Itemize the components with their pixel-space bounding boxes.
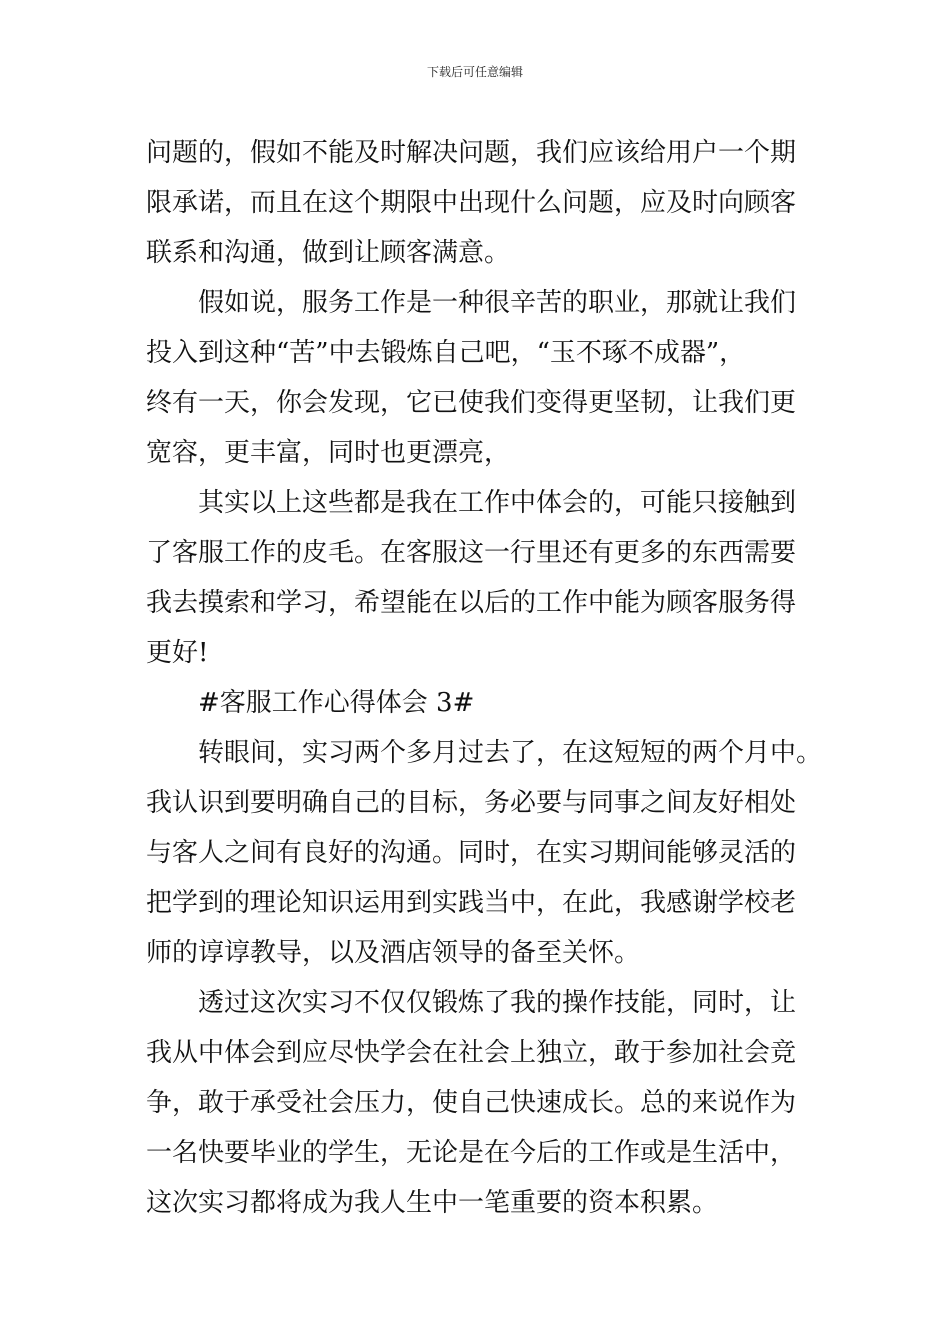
text-line: 更好! [146,638,209,668]
text-line: 透过这次实习不仅仅锻炼了我的操作技能，同时，让 [198,988,797,1018]
text-line: 终有一天，你会发现，它已使我们变得更坚韧，让我们更 [146,388,797,418]
text-line: 一名快要毕业的学生，无论是在今后的工作或是生活中， [146,1138,797,1168]
section-heading: #客服工作心得体会 3# [198,688,475,718]
text-line: 宽容，更丰富，同时也更漂亮， [146,438,511,468]
text-line: 其实以上这些都是我在工作中体会的，可能只接触到 [198,488,797,518]
document-body [146,128,826,1228]
page-header: 下载后可任意编辑 [426,65,523,79]
text-line: 师的谆谆教导，以及酒店领导的备至关怀。 [146,938,641,968]
text-line: 转眼间，实习两个多月过去了，在这短短的两个月中。 [198,738,823,768]
text-line: 把学到的理论知识运用到实践当中，在此，我感谢学校老 [146,888,797,918]
text-line: 投入到这种“苦”中去锻炼自己吧，“玉不琢不成器”， [146,338,746,368]
text-line: 我去摸索和学习，希望能在以后的工作中能为顾客服务得 [146,588,797,618]
text-line: 我认识到要明确自己的目标，务必要与同事之间友好相处 [146,788,797,818]
text-line: 问题的，假如不能及时解决问题，我们应该给用户一个期 [146,138,797,168]
text-line: 限承诺，而且在这个期限中出现什么问题，应及时向顾客 [146,188,797,218]
text-line: 联系和沟通，做到让顾客满意。 [146,238,511,268]
text-line: 了客服工作的皮毛。在客服这一行里还有更多的东西需要 [146,538,797,568]
text-line: 与客人之间有良好的沟通。同时，在实习期间能够灵活的 [146,838,797,868]
text-line: 我从中体会到应尽快学会在社会上独立，敢于参加社会竞 [146,1038,797,1068]
text-line: 假如说，服务工作是一种很辛苦的职业，那就让我们 [198,288,797,318]
text-line: 这次实习都将成为我人生中一笔重要的资本积累。 [146,1188,719,1218]
text-line: 争，敢于承受社会压力，使自己快速成长。总的来说作为 [146,1088,797,1118]
